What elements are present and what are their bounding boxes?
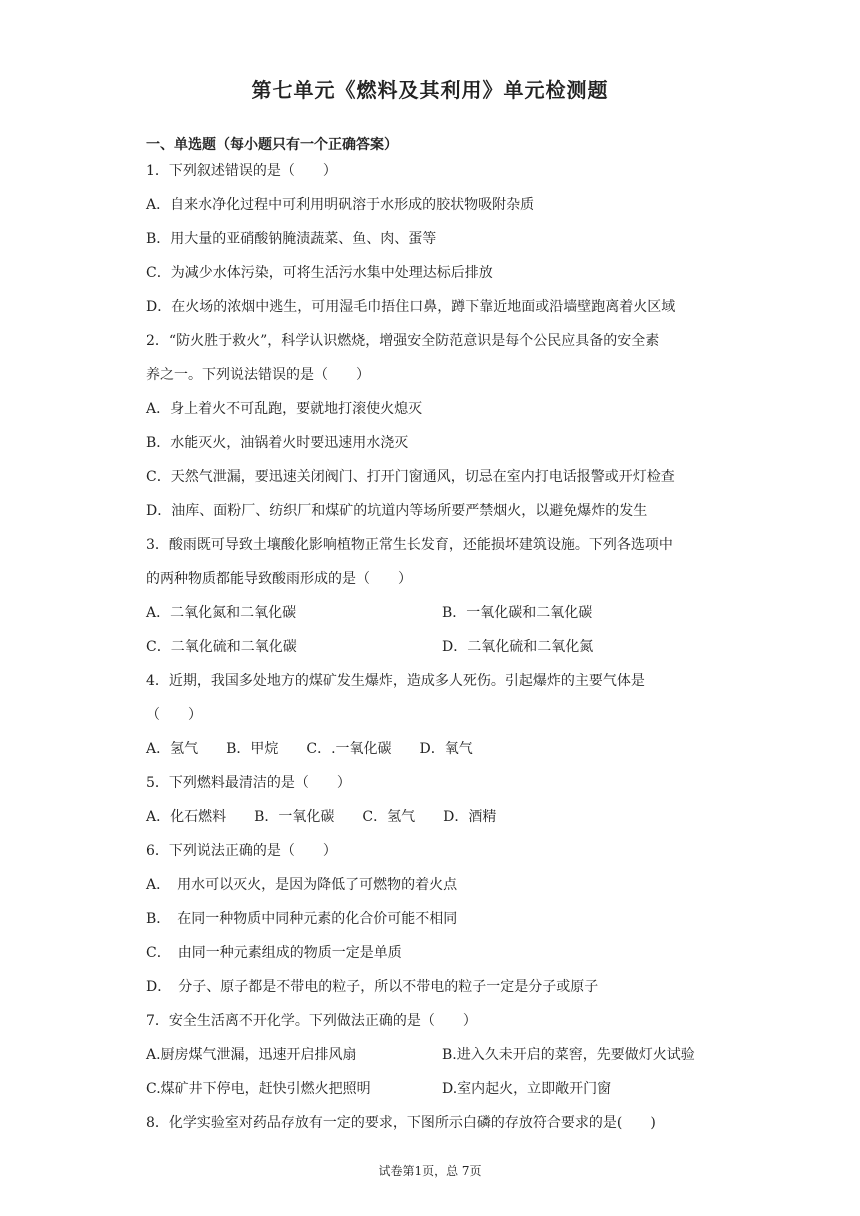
page-title: 第七单元《燃料及其利用》单元检测题	[251, 78, 609, 102]
question-1-stem: 1．下列叙述错误的是（ ）	[146, 163, 337, 179]
question-4-stem-cont: （ ）	[146, 707, 202, 723]
question-5-options: A．化石燃料 B．一氧化碳 C．氢气 D．酒精	[146, 809, 497, 825]
question-4-stem: 4．近期，我国多处地方的煤矿发生爆炸，造成多人死伤。引起爆炸的主要气体是	[146, 673, 645, 689]
question-7-stem: 7．安全生活离不开化学。下列做法正确的是（ ）	[146, 1013, 477, 1029]
question-7-option-d: D.室内起火，立即敞开门窗	[442, 1081, 612, 1097]
question-6-stem: 6．下列说法正确的是（ ）	[146, 843, 337, 859]
question-7-option-b: B.进入久未开启的菜窖，先要做灯火试验	[442, 1047, 695, 1063]
question-3-option-d: D．二氧化硫和二氧化氮	[442, 639, 594, 655]
question-3-stem: 3．酸雨既可导致土壤酸化影响植物正常生长发育，还能损坏建筑设施。下列各选项中	[146, 537, 673, 553]
page-footer: 试卷第1页，总 7页	[378, 1164, 482, 1178]
question-3-option-c: C．二氧化硫和二氧化碳	[146, 639, 297, 655]
question-8-stem: 8．化学实验室对药品存放有一定的要求，下图所示白磷的存放符合要求的是( )	[146, 1115, 656, 1131]
question-5-stem: 5．下列燃料最清洁的是（ ）	[146, 775, 351, 791]
question-7-option-c: C.煤矿井下停电，赶快引燃火把照明	[146, 1081, 371, 1097]
section-heading: 一、单选题（每小题只有一个正确答案）	[146, 137, 398, 153]
question-6-option-b: B． 在同一种物质中同种元素的化合价可能不相同	[146, 911, 458, 927]
question-6-option-c: C． 由同一种元素组成的物质一定是单质	[146, 945, 402, 961]
question-4-options: A．氢气 B．甲烷 C．.一氧化碳 D．氧气	[146, 741, 473, 757]
question-1-option-d: D．在火场的浓烟中逃生，可用湿毛巾捂住口鼻，蹲下靠近地面或沿墙壁跑离着火区域	[146, 299, 676, 315]
question-2-option-d: D．油库、面粉厂、纺织厂和煤矿的坑道内等场所要严禁烟火，以避免爆炸的发生	[146, 503, 648, 519]
question-7-option-a: A.厨房煤气泄漏，迅速开启排风扇	[146, 1047, 357, 1063]
question-2-option-a: A．身上着火不可乱跑，要就地打滚使火熄灭	[146, 401, 423, 417]
question-2-option-c: C．天然气泄漏，要迅速关闭阀门、打开门窗通风，切忌在室内打电话报警或开灯检查	[146, 469, 675, 485]
question-1-option-c: C．为减少水体污染，可将生活污水集中处理达标后排放	[146, 265, 493, 281]
question-3-option-a: A．二氧化氮和二氧化碳	[146, 605, 297, 621]
question-6-option-d: D． 分子、原子都是不带电的粒子，所以不带电的粒子一定是分子或原子	[146, 979, 599, 995]
question-1-option-b: B．用大量的亚硝酸钠腌渍蔬菜、鱼、肉、蛋等	[146, 231, 437, 247]
question-2-option-b: B．水能灭火，油锅着火时要迅速用水浇灭	[146, 435, 409, 451]
question-2-stem: 2．“防火胜于救火”，科学认识燃烧，增强安全防范意识是每个公民应具备的安全素	[146, 333, 660, 349]
question-6-option-a: A． 用水可以灭火，是因为降低了可燃物的着火点	[146, 877, 458, 893]
question-3-stem-cont: 的两种物质都能导致酸雨形成的是（ ）	[146, 571, 412, 587]
question-1-option-a: A．自来水净化过程中可利用明矾溶于水形成的胶状物吸附杂质	[146, 197, 535, 213]
question-3-option-b: B．一氧化碳和二氧化碳	[442, 605, 593, 621]
question-2-stem-cont: 养之一。下列说法错误的是（ ）	[146, 367, 370, 383]
